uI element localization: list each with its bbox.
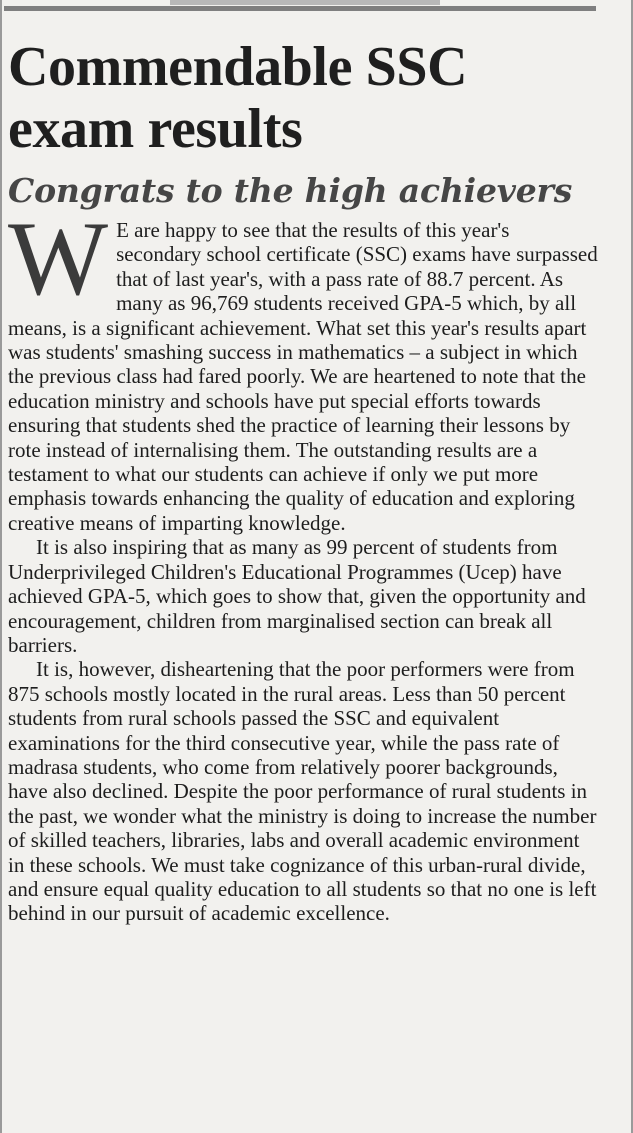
drop-cap-letter: W	[8, 200, 109, 317]
paragraph-2: It is also inspiring that as many as 99 percent of students from Underprivileged Children's Educational Programmes (Ucep) have achieved GPA-5, which goes to show that, given the opportunity and encouragement, children from marginalised section can break all barriers.	[8, 535, 586, 657]
headline: Commendable SSC exam results	[8, 36, 468, 160]
paragraph-1	[8, 200, 598, 535]
top-rule	[4, 6, 596, 11]
editorial-article	[8, 36, 598, 926]
subheadline: Congrats to the high achievers	[8, 171, 573, 210]
paragraph-1-text: E are happy to see that the results of this year's secondary school certificate (SSC) exams have surpassed that of last year's, with a pass rate of 88.7 percent. As many as 96,769 students received GPA-5 which, by all means, is a significant achievement. What set this year's results apart was students' smashing success in mathematics – a subject in which the previous class had fared poorly. We are heartened to note that the education ministry and schools have put special efforts towards ensuring that students shed the practice of learning their lessons by rote instead of internalising them. The outstanding results are a testament to what our students can achieve if only we put more emphasis towards enhancing the quality of education and exploring creative means of imparting knowledge.	[8, 218, 598, 535]
article-body	[8, 200, 598, 926]
clipped-header-fragment	[170, 0, 440, 5]
paragraph-3: It is, however, disheartening that the poor performers were from 875 schools mostly located in the rural areas. Less than 50 percent students from rural schools passed the SSC and equivalent examinations for the third consecutive year, while the pass rate of madrasa students, who come from relatively poorer backgrounds, have also declined. Despite the poor performance of rural students in the past, we wonder what the ministry is doing to increase the number of skilled teachers, libraries, labs and overall academic environment in these schools. We must take cognizance of this urban-rural divide, and ensure equal quality education to all students so that no one is left behind in our pursuit of academic excellence.	[8, 657, 597, 926]
